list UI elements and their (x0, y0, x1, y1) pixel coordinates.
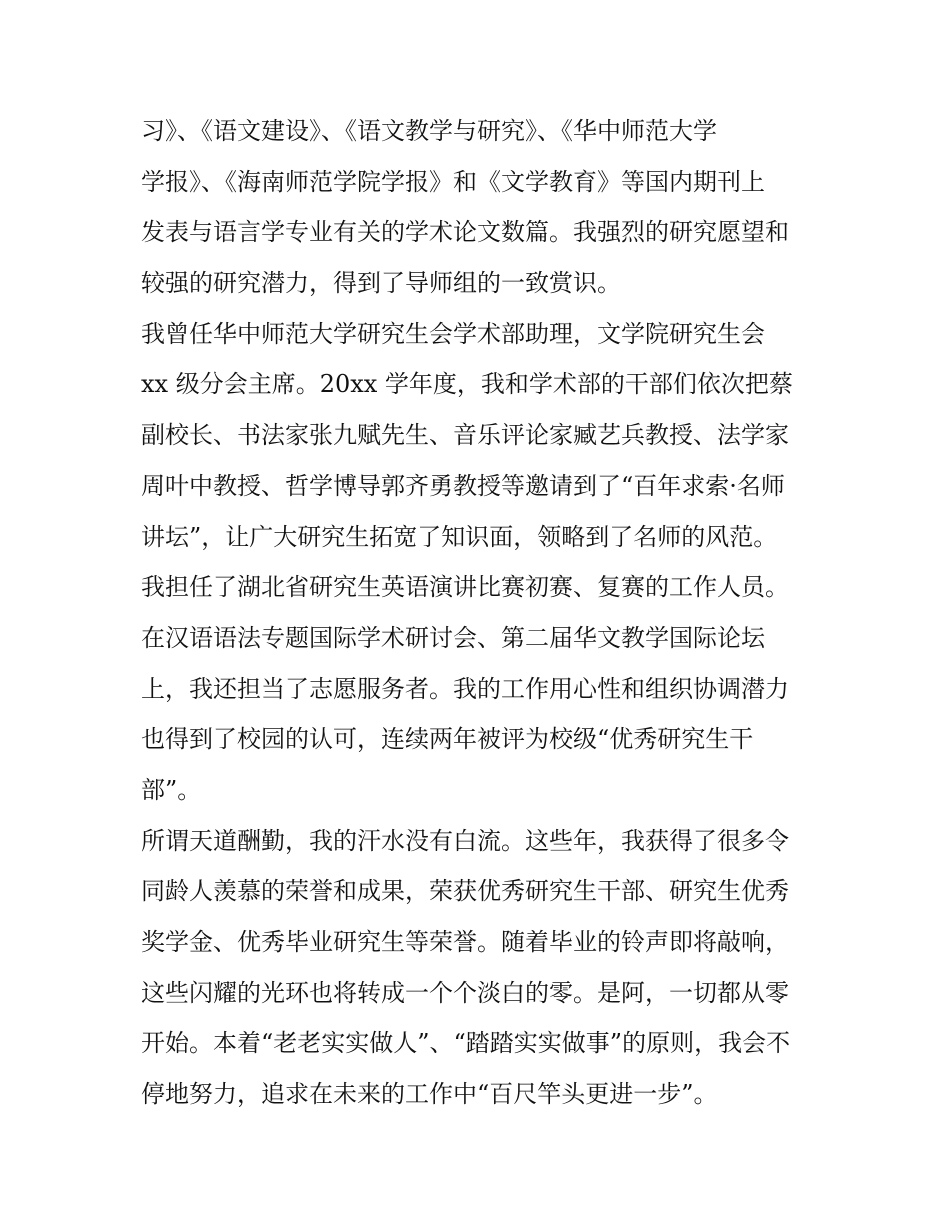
text-line: 停地努力，追求在未来的工作中“百尺竿头更进一步”。 (141, 1080, 718, 1109)
text-line: 开始。本着“老老实实做人”、“踏踏实实做事”的原则，我会不 (141, 1029, 791, 1058)
text-line: 奖学金、优秀毕业研究生等荣誉。随着毕业的铃声即将敲响， (141, 928, 789, 956)
text-line: 上，我还担当了志愿服务者。我的工作用心性和组织协调潜力 (141, 674, 789, 703)
text-line: 在汉语语法专题国际学术研讨会、第二届华文教学国际论坛 (141, 623, 765, 652)
text-line: 我担任了湖北省研究生英语演讲比赛初赛、复赛的工作人员。 (141, 573, 789, 602)
text-line: 部”。 (141, 775, 202, 804)
text-line: 我曾任华中师范大学研究生会学术部助理，文学院研究生会 (141, 319, 765, 348)
paragraph-achievements (141, 816, 821, 1120)
text-line: 较强的研究潜力，得到了导师组的一致赏识。 (141, 269, 621, 298)
text-line: 所谓天道酬勤，我的汗水没有白流。这些年，我获得了很多令 (141, 826, 789, 855)
text-line: 学报》、《海南师范学院学报》和《文学教育》等国内期刊上 (141, 167, 765, 196)
text-line: 讲坛”，让广大研究生拓宽了知识面，领略到了名师的风范。 (141, 522, 778, 551)
text-line: 习》、《语文建设》、《语文教学与研究》、《华中师范大学 (141, 117, 717, 145)
text-line: 也得到了校园的认可，连续两年被评为校级“优秀研究生干 (141, 725, 754, 754)
text-line: 这些闪耀的光环也将转成一个个淡白的零。是阿，一切都从零 (141, 978, 789, 1007)
text-line: 副校长、书法家张九赋先生、音乐评论家臧艺兵教授、法学家 (141, 421, 789, 450)
text-line: 发表与语言学专业有关的学术论文数篇。我强烈的研究愿望和 (141, 218, 789, 247)
text-line: xx 级分会主席。20xx 学年度，我和学术部的干部们依次把蔡 (141, 370, 793, 399)
paragraph-student-union (141, 309, 821, 816)
text-line: 同龄人羡慕的荣誉和成果，荣获优秀研究生干部、研究生优秀 (141, 877, 789, 906)
paragraph-publications (141, 106, 821, 309)
text-line: 周叶中教授、哲学博导郭齐勇教授等邀请到了“百年求索·名师 (141, 471, 785, 500)
document-body (141, 106, 821, 1120)
